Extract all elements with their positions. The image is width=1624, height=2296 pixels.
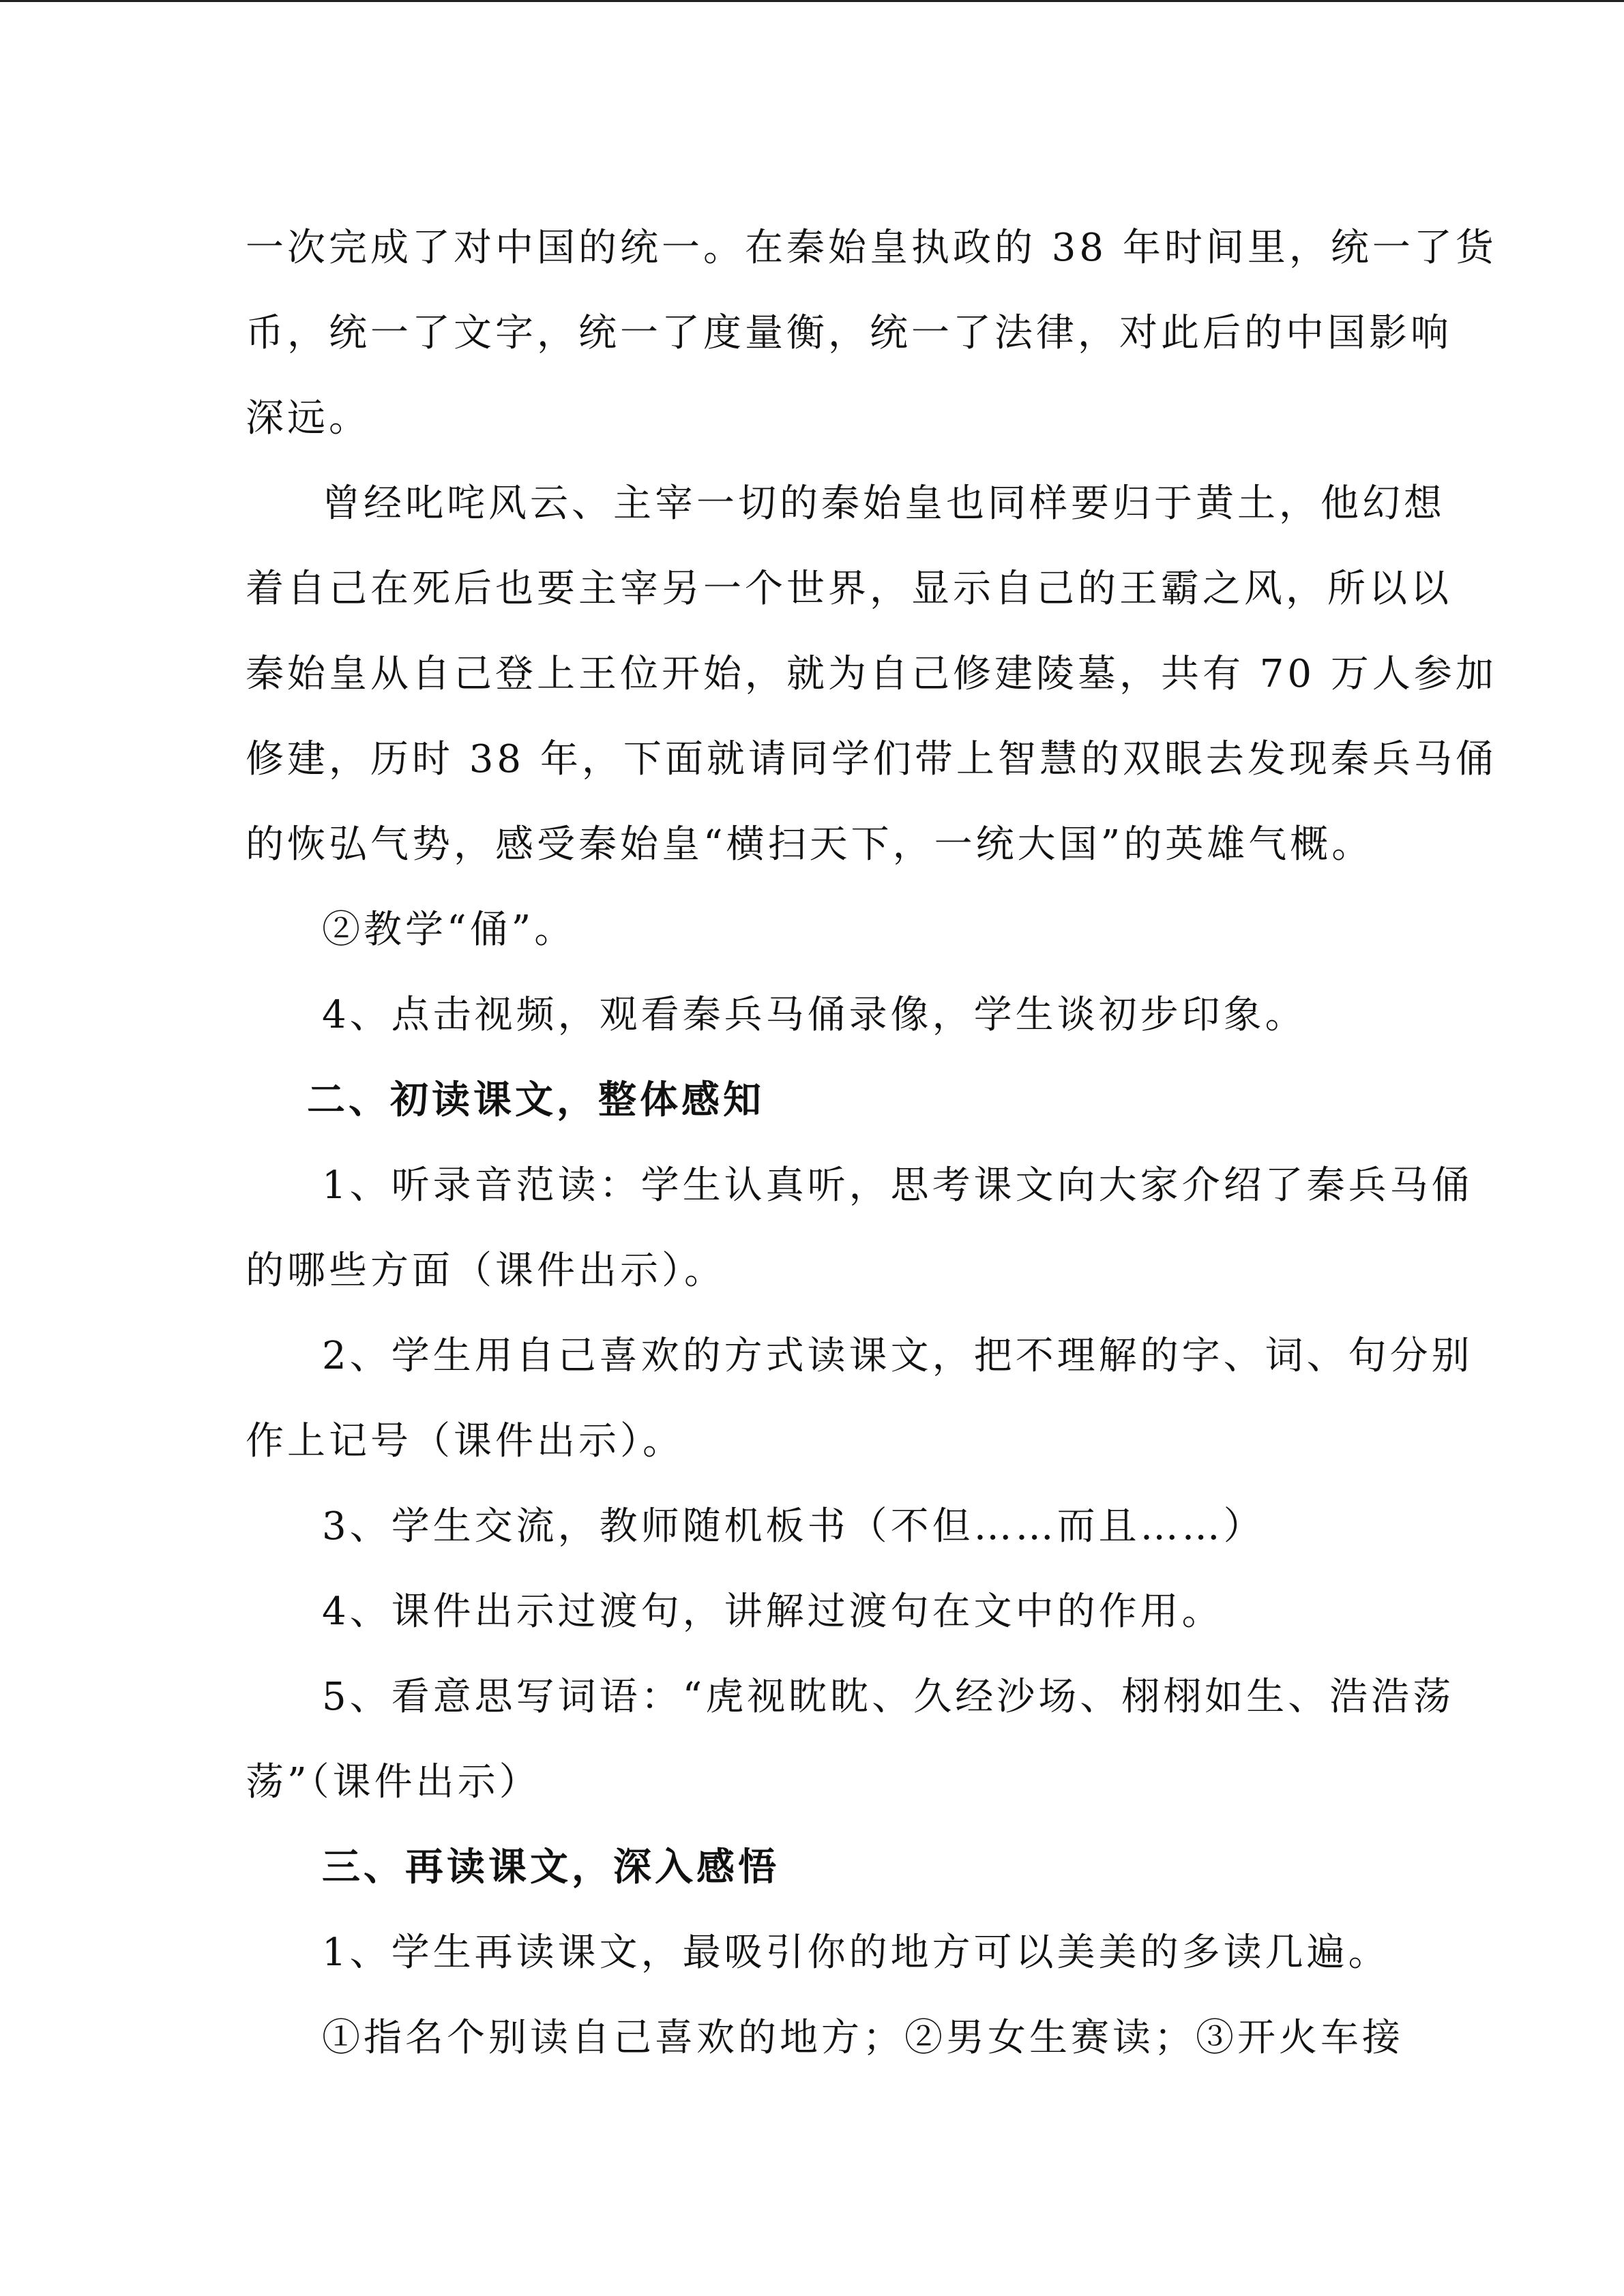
paragraph-line: 深远。 [246, 396, 370, 441]
paragraph-line: 币，统一了文字，统一了度量衡，统一了法律，对此后的中国影响 [246, 311, 1452, 355]
paragraph-line: 的恢弘气势，感受秦始皇“横扫天下，一统大国”的英雄气概。 [246, 822, 1374, 867]
document-body [246, 205, 1497, 2081]
paragraph-line: 秦始皇从自己登上王位开始，就为自己修建陵墓，共有 70 万人参加 [246, 652, 1497, 696]
paragraph-line: 修建，历时 38 年，下面就请同学们带上智慧的双眼去发现秦兵马俑 [246, 737, 1497, 781]
section-heading: 三、再读课文，深入感悟 [322, 1845, 780, 1890]
paragraph-line: 5、看意思写词语：“虎视眈眈、久经沙场、栩栩如生、浩浩荡 [322, 1675, 1455, 1719]
paragraph-line: 1、听录音范读：学生认真听，思考课文向大家介绍了秦兵马俑 [322, 1163, 1473, 1208]
paragraph-line: 着自己在死后也要主宰另一个世界，显示自己的王霸之风，所以以 [246, 567, 1452, 611]
paragraph-line: 荡”（课件出示） [246, 1760, 541, 1804]
paragraph-line: 一次完成了对中国的统一。在秦始皇执政的 38 年时间里，统一了货 [246, 226, 1497, 270]
paragraph-line: 4、点击视频，观看秦兵马俑录像，学生谈初步印象。 [322, 993, 1307, 1037]
paragraph-line: 作上记号（课件出示）。 [246, 1419, 684, 1463]
paragraph-line: 曾经叱咤风云、主宰一切的秦始皇也同样要归于黄土，他幻想 [322, 481, 1445, 526]
section-heading: 二、初读课文，整体感知 [307, 1077, 765, 1122]
paragraph-line: 的哪些方面（课件出示）。 [246, 1249, 726, 1293]
paragraph-line: ①指名个别读自己喜欢的地方；②男女生赛读；③开火车接 [322, 2016, 1404, 2060]
paragraph-line: 3、学生交流，教师随机板书（不但……而且……） [322, 1504, 1265, 1549]
paragraph-line: ②教学“俑”。 [322, 908, 576, 952]
paragraph-line: 2、学生用自己喜欢的方式读课文，把不理解的字、词、句分别 [322, 1334, 1473, 1378]
paragraph-line: 4、课件出示过渡句，讲解过渡句在文中的作用。 [322, 1590, 1224, 1634]
paragraph-line: 1、学生再读课文，最吸引你的地方可以美美的多读几遍。 [322, 1930, 1390, 1975]
